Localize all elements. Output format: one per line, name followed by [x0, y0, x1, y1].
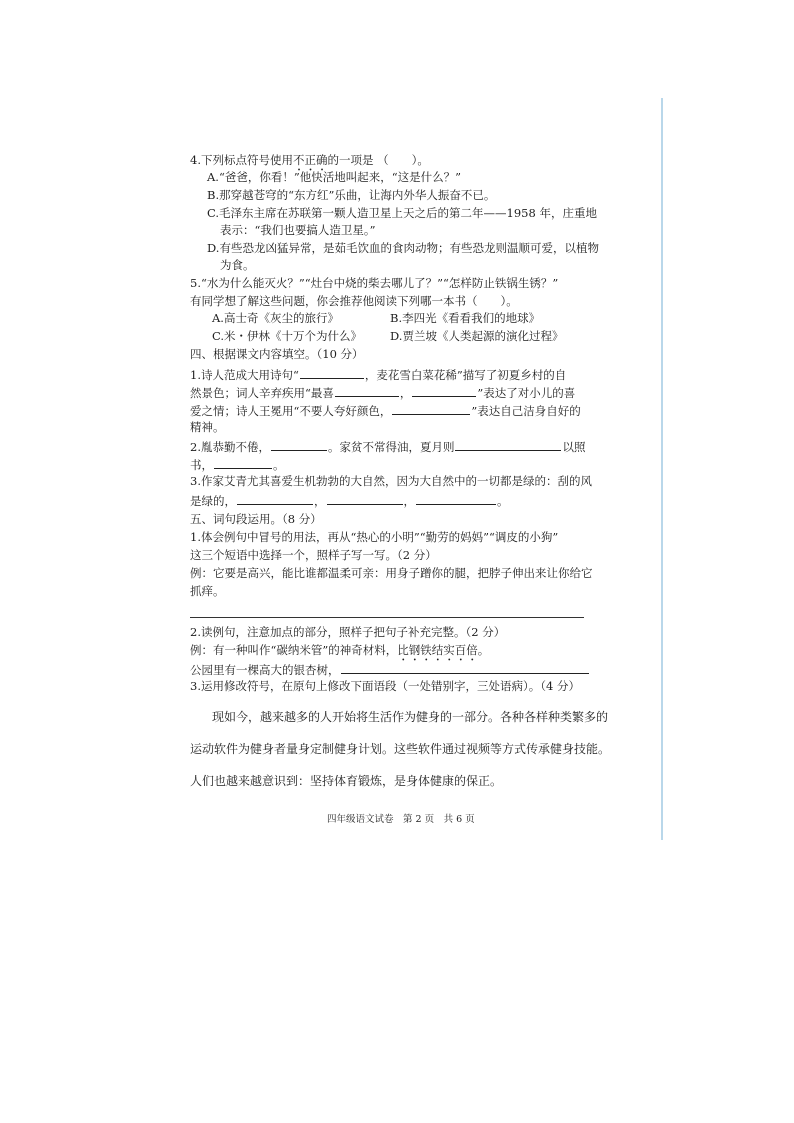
answer-line[interactable] — [190, 617, 584, 618]
s5-q1-line2: 这三个短语中选择一个，照样子写一写。（2 分） — [190, 548, 437, 562]
s4-q2-line1: 2.胤恭勤不倦， 。家贫不常得油，夏月则 以照 — [190, 440, 586, 454]
s5-q2-task: 公园里有一棵高大的银杏树， — [190, 661, 590, 677]
s4-q3-line1: 3.作家艾青尤其喜爱生机勃勃的大自然，因为大自然中的一切都是绿的：刮的风 — [190, 474, 592, 488]
page-footer: 四年级语文试卷 第 2 页 共 6 页 — [327, 814, 475, 825]
q4-option-c-line1: C.毛泽东主席在苏联第一颗人造卫星上天之后的第二年——1958 年，庄重地 — [207, 206, 597, 220]
answer-blank[interactable] — [237, 492, 313, 505]
revision-paragraph-line3: 人们也越来越意识到：坚持体育锻炼，是身体健康的保正。 — [190, 774, 503, 788]
s5-q1-example-line1: 例：它要是高兴，能比谁都温柔可亲：用身子蹭你的腿，把脖子伸出来让你给它 — [190, 566, 593, 580]
answer-blank[interactable] — [271, 438, 327, 451]
s5-q1-line1: 1.体会例句中冒号的用法，再从“热心的小明”“勤劳的妈妈”“调皮的小狗” — [190, 530, 559, 544]
answer-blank[interactable] — [341, 661, 589, 674]
q5-stem-line2: 有同学想了解这些问题，你会推荐他阅读下列哪一本书（ ）。 — [190, 294, 518, 308]
answer-blank[interactable] — [335, 384, 399, 397]
s4-q1-line3: 爱之情；诗人王冕用“不要人夸好颜色， ”表达自己洁身自好的 — [190, 404, 581, 418]
answer-blank[interactable] — [327, 492, 403, 505]
answer-blank[interactable] — [214, 456, 272, 469]
q5-option-b: B.李四光《看看我们的地球》 — [390, 311, 541, 325]
s4-q1-line4: 精神。 — [190, 420, 225, 434]
revision-paragraph-line1: 现如今，越来越多的人开始将生活作为健身的一部分。各种各样种类繁多的 — [212, 710, 609, 724]
answer-blank[interactable] — [416, 492, 496, 505]
answer-blank[interactable] — [412, 384, 476, 397]
answer-blank[interactable] — [300, 366, 364, 379]
s4-q2-line2: 书， 。 — [190, 458, 285, 472]
q4-option-c-line2: 表示：“我们也要搞人造卫星。” — [220, 223, 376, 237]
q5-option-a: A.高士奇《灰尘的旅行》 — [212, 311, 339, 325]
q5-stem-line1: 5.“水为什么能灭火？”“灶台中烧的柴去哪儿了？”“怎样防止铁锅生锈？” — [190, 276, 559, 290]
s4-q1-line1: 1.诗人范成大用诗句“ ，麦花雪白菜花稀”描写了初夏乡村的自 — [190, 368, 567, 382]
s5-q3-line1: 3.运用修改符号，在原句上修改下面语段（一处错别字，三处语病）。（4 分） — [190, 679, 580, 693]
answer-blank[interactable] — [392, 402, 470, 415]
revision-paragraph-line2: 运动软件为健身者量身定制健身计划。这些软件通过视频等方式传承健身技能。 — [190, 742, 611, 756]
answer-blank[interactable] — [455, 438, 561, 451]
s4-q3-line2: 是绿的， ， ， 。 — [190, 494, 509, 508]
section5-title: 五、词句段运用。（8 分） — [190, 512, 322, 526]
s5-q2-example: 例：有一种叫作“碳纳米管”的神奇材料，比钢铁结实百倍。 — [190, 643, 490, 657]
s5-q2-line1: 2.读例句，注意加点的部分，照样子把句子补充完整。（2 分） — [190, 625, 506, 639]
s4-q1-line2: 然景色；词人辛弃疾用“最喜 ， ”表达了对小儿的喜 — [190, 386, 576, 400]
s5-q1-example-line2: 抓痒。 — [190, 584, 225, 598]
q5-option-c: C.米・伊林《十万个为什么》 — [212, 329, 363, 343]
section4-title: 四、根据课文内容填空。（10 分） — [190, 347, 364, 361]
q4-option-d-line1: D.有些恐龙凶猛异常，是茹毛饮血的食肉动物；有些恐龙则温顺可爱，以植物 — [207, 241, 599, 255]
q2-emphasis: 比钢铁结实百倍 — [397, 643, 478, 657]
q4-option-d-line2: 为食。 — [220, 258, 255, 272]
q5-option-d: D.贾兰坡《人类起源的演化过程》 — [390, 329, 564, 343]
margin-divider-line — [661, 98, 663, 840]
q4-option-a: A.“爸爸，你看！”他快活地叫起来，“这是什么？” — [207, 170, 461, 184]
q4-emphasis: 不正确 — [292, 153, 328, 167]
q4-option-b: B.那穿越苍穹的“东方红”乐曲，让海内外华人振奋不已。 — [207, 188, 496, 202]
q4-stem: 4.下列标点符号使用不正确的一项是 （ ）。 — [190, 153, 429, 167]
